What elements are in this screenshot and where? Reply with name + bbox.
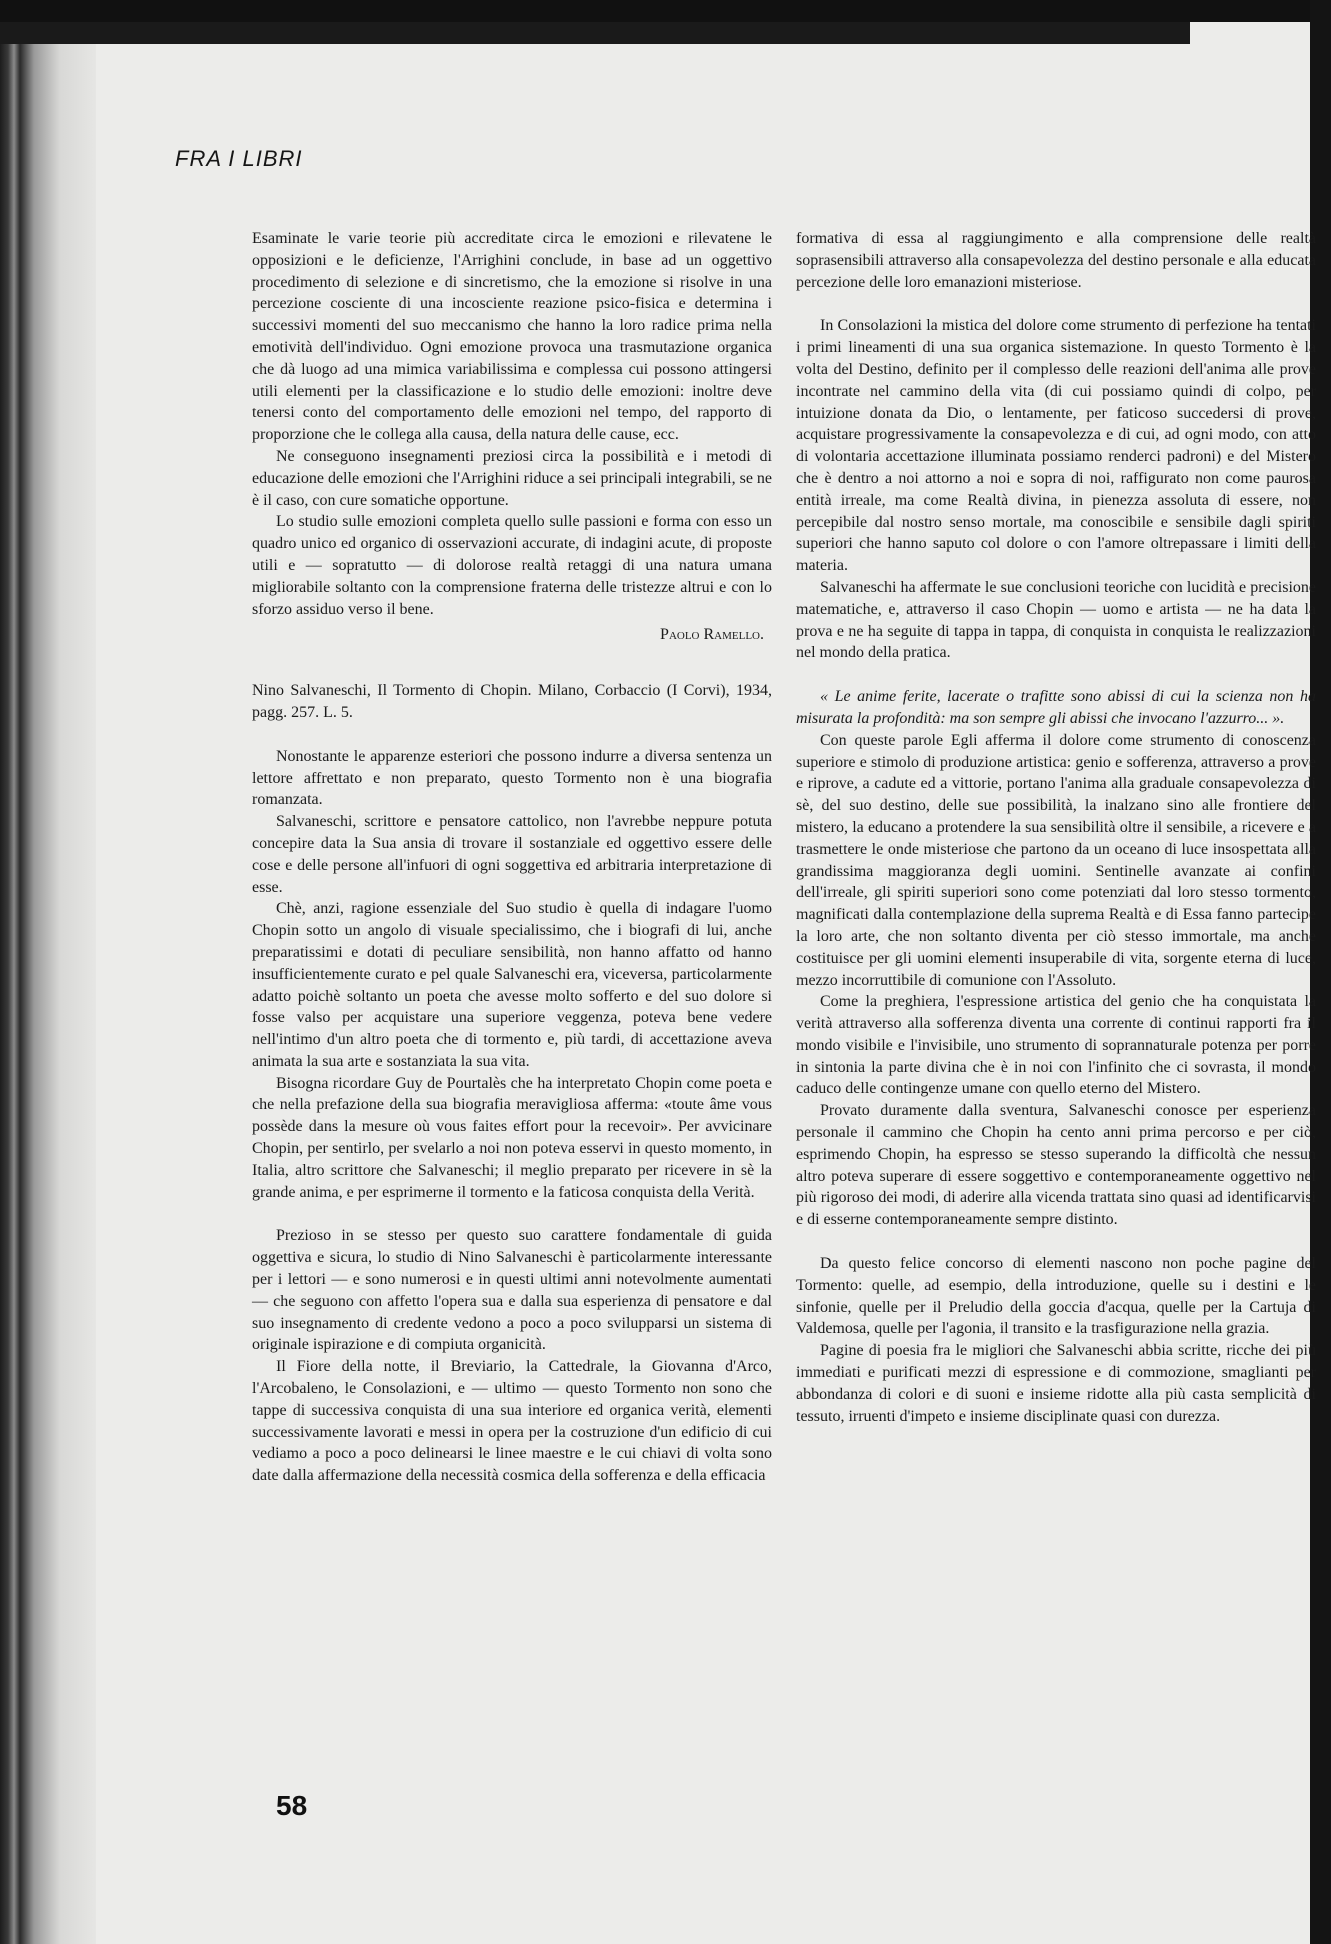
paragraph: Lo studio sulle emozioni completa quello sulle passioni e forma con esso un quadro unico ed organico di osservazioni accurate, di indagini acute, di proposte utili e — sopratutto — di dolorose realtà retaggi di una natura umana migliorabile soltanto con la comprensione fraterna delle tristezze altrui e con lo sforzo assiduo verso il bene. [252,513,772,618]
paragraph: Come la preghiera, l'espressione artistica del genio che ha conquistata la verità attraverso alla sofferenza diventa una corrente di continui rapporti fra il mondo visibile e l'invisibile, uno strumento di soprannaturale potenza per porre in sintonia la parte divina che è in noi con l'infinito che ci sovrasta, il mondo caduco delle contingenze umane con quello eterno del Mistero. [796,993,1316,1098]
right-column [796,228,1316,1427]
paragraph: Il Fiore della notte, il Breviario, la Cattedrale, la Giovanna d'Arco, l'Arcobaleno, le Consolazioni, e — ultimo — questo Tormento non sono che tappe di successiva conquista di una sua interiore ed organica verità, elementi successivamente lavorati e messi in opera per la costruzione d'un edificio di cui vediamo a poco a poco delinearsi le linee maestre e le cui chiavi di volta sono date dalla affermazione della necessità cosmica della sofferenza e della efficacia [252,1358,772,1485]
scan-border-top [0,0,1331,22]
paragraph: Salvaneschi, scrittore e pensatore cattolico, non l'avrebbe neppure potuta concepire data la Sua ansia di trovare il sostanziale ed oggettivo essere delle cose e delle persone all'infuori di ogni soggettiva ed arbitraria interpretazione di esse. [252,813,772,896]
paragraph: Pagine di poesia fra le migliori che Salvaneschi abbia scritte, ricche dei più immediati e purificati mezzi di espressione e di commozione, smaglianti per abbondanza di colori e di suoni e insieme ridotte alla più casta semplicità di tessuto, irruenti d'impeto e insieme disciplinate quasi con durezza. [796,1342,1316,1425]
paragraph: Bisogna ricordare Guy de Pourtalès che ha interpretato Chopin come poeta e che nella prefazione della sua biografia meravigliosa afferma: «toute âme vous possède dans la mesure où vous faites effort pour la recevoir». Per avvicinare Chopin, per sentirlo, per svelarlo a noi non poteva esservi in questo momento, in Italia, altro scrittore che Salvaneschi; il meglio preparato per ricevere in sè la grande anima, e per esprimerne il tormento e la faticosa conquista della Verità. [252,1074,772,1201]
left-column [252,228,772,1487]
paragraph: Prezioso in se stesso per questo suo carattere fondamentale di guida oggettiva e sicura, lo studio di Nino Salvaneschi è particolarmente interessante per i lettori — e sono numerosi e in questi ultimi anni notevolmente aumentati — che seguono con affetto l'opera sua e dalla sua esperienza di pensatore e dal suo insegnamento di credente vedono a poco a poco svilupparsi un sistema di originale ispirazione e di compiuta organicità. [252,1227,772,1354]
paragraph: Esaminate le varie teorie più accreditate circa le emozioni e rilevatene le opposizioni e le deficienze, l'Arrighini conclude, in base ad un oggettivo procedimento di selezione e di sincretismo, che la emozione si risolve in una percezione cosciente di una incosciente reazione psico-fisica e determina i successivi momenti del suo meccanismo che hanno la loro radice prima nella emotività dell'individuo. Ogni emozione provoca una trasmutazione organica che dà luogo ad una mimica variabilissima e complessa cui possono attingersi utili elementi per la classificazione e lo studio delle emozioni: inoltre deve tenersi conto del comportamento delle emozioni nel tempo, del rapporto di proporzione che le collega alla causa, della natura delle cause, ecc. [252,230,772,444]
paragraph: formativa di essa al raggiungimento e alla comprensione delle realtà soprasensibili attraverso alla consapevolezza del destino personale e alla educata percezione delle loro emanazioni misteriose. [796,230,1316,291]
paragraph: Da questo felice concorso di elementi nascono non poche pagine del Tormento: quelle, ad esempio, della introduzione, quelle su i destini e le sinfonie, quelle per il Preludio della goccia d'acqua, quelle per la Cartuja di Valdemosa, quelle per l'agonia, il transito e la trasfigurazione nella grazia. [796,1255,1316,1338]
running-header: FRA I LIBRI [175,146,303,171]
bibliographic-entry: Nino Salvaneschi, Il Tormento di Chopin. Milano, Corbaccio (I Corvi), 1934, pagg. 257. L. 5. [252,682,772,721]
paragraph: Ne conseguono insegnamenti preziosi circa la possibilità e i metodi di educazione delle emozioni che l'Arrighini riduce a sei principali integrabili, se ne è il caso, con cure somatiche opportune. [252,447,773,509]
review-signature: Paolo Ramello. [660,626,764,644]
scan-border-top-shadow [0,22,1190,44]
quotation: « Le anime ferite, lacerate o trafitte sono abissi di cui la scienza non ha misurata la profondità: ma son sempre gli abissi che invocano l'azzurro... ». [796,688,1316,727]
paragraph: Chè, anzi, ragione essenziale del Suo studio è quella di indagare l'uomo Chopin sotto un angolo di visuale specialissimo, che i biografi di lui, anche preparatissimi e dotati di peculiare sensibilità, non hanno affatto od hanno insufficientemente curato e pel quale Salvaneschi era, viceversa, particolarmente adatto poichè soltanto un poeta che avesse molto sofferto e del suo dolore si fosse valso per acquistare una superiore veggenza, poteva bene vedere nell'intimo d'un altro poeta che di tormento e, più tardi, di accettazione aveva animata la sua arte e sostanziata la sua vita. [252,900,772,1070]
paragraph: In Consolazioni la mistica del dolore come strumento di perfezione ha tentati i primi lineamenti di una sua organica sistemazione. In questo Tormento è la volta del Destino, definito per il complesso delle reazioni dell'anima alle prove incontrate nel cammino della vita (di cui possiamo quindi di colpo, per intuizione donata da Dio, o lentamente, per faticoso succedersi di prove, acquistare progressivamente la consapevolezza e di cui, ad ogni modo, con atto di volontaria accettazione illuminata possiamo renderci padroni) e del Mistero che è dentro a noi attorno a noi e sopra di noi, raffigurato non come paurosa entità irreale, ma come Realtà divina, in pienezza assoluta di essere, non percepibile dal nostro senso mortale, ma conoscibile e sensibile dagli spiriti superiori che hanno saputo col dolore o con l'amore oltrepassare i limiti della materia. [796,317,1316,575]
paragraph: Con queste parole Egli afferma il dolore come strumento di conoscenza superiore e stimolo di produzione artistica: genio e sofferenza, attraverso a prove e riprove, a cadute ed a vittorie, portano l'anima alla graduale consapevolezza di sè, del suo destino, delle sue possibilità, la inalzano sino alle frontiere del mistero, la educano a protendere la sua sensibilità oltre il sensibile, a ricevere e a trasmettere le onde misteriose che partono da un oceano di luce insospettata alla grandissima maggioranza degli uomini. Sentinelle avanzate ai confini dell'irreale, gli spiriti superiori sono come potenziati dal loro stesso tormento, magnificati dalla contemplazione della suprema Realtà e di Essa fanno partecipe la loro arte, che non soltanto diventa per ciò stesso immortale, ma anche costituisce per gli uomini elementi insuperabile di vita, sorgente eterna di luce, mezzo incorruttibile di comunione con l'Assoluto. [796,731,1316,989]
paragraph: Nonostante le apparenze esteriori che possono indurre a diversa sentenza un lettore affrettato e non preparato, questo Tormento non è una biografia romanzata. [252,747,772,809]
book-spine-shadow [0,44,96,1944]
paragraph: Salvaneschi ha affermate le sue conclusioni teoriche con lucidità e precisione matematiche, e, attraverso il caso Chopin — uomo e artista — ne ha data la prova e ne ha seguite di tappa in tappa, di conquista in conquista le realizzazioni nel mondo della pratica. [796,578,1316,662]
page-number: 58 [276,1790,308,1821]
paragraph: Provato duramente dalla sventura, Salvaneschi conosce per esperienza personale il cammino che Chopin ha cento anni prima percorso e per ciò, esprimendo Chopin, ha espresso se stesso superando la difficoltà che nessun altro poteva superare di essere soggettivo e contemporaneamente oggettivo nel più rigoroso dei modi, di aderire alla vicenda trattata sino quasi ad identificarvisi e di esserne contemporaneamente sempre distinto. [796,1102,1316,1229]
